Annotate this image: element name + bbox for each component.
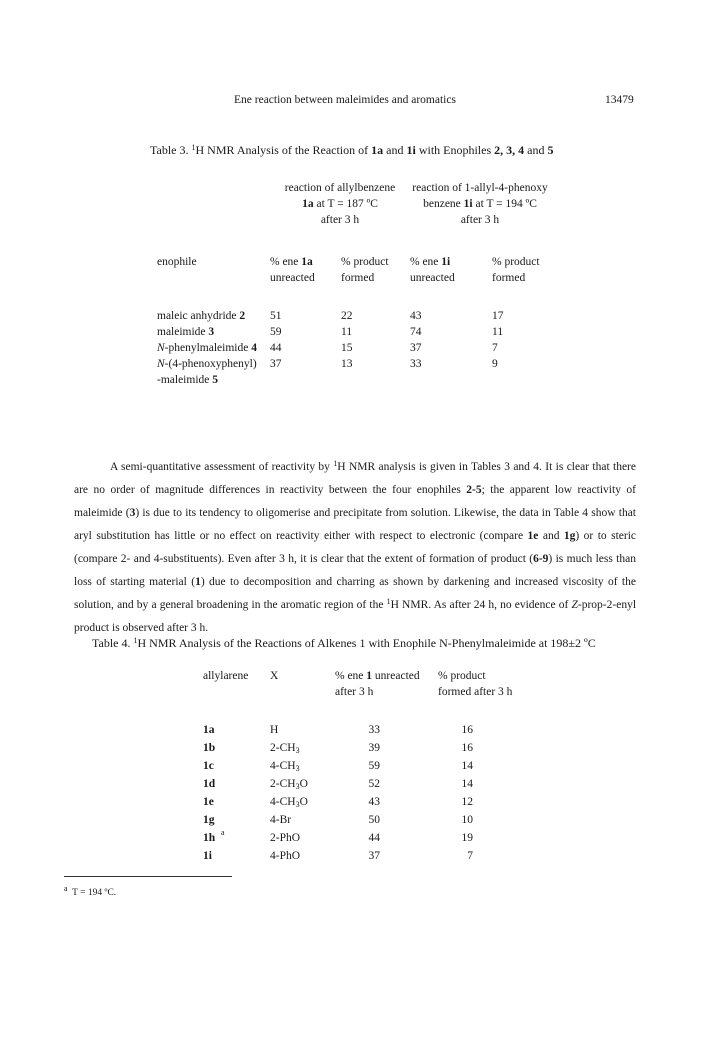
table-row: 1e $4-CH_3O$ 43 12 [203, 796, 473, 809]
table3-col-enophile: enophile [157, 256, 197, 268]
running-title: Ene reaction between maleimides and aromatics [234, 94, 456, 106]
table-row: 1a H 33 16 [203, 724, 473, 736]
table-row: 1i 4-PhO 37 7 [203, 850, 473, 862]
table3-body [157, 308, 557, 388]
table-row: 1b $2-CH_3$ 39 16 [203, 742, 473, 755]
body-paragraph: A semi-quantitative assessment of reactivity by $^1$H NMR analysis is given in Tables 3 and 4. It is clear that there are no order of magnitude differences in reactivity between the four enophiles 2-5; the apparent low reactivity of maleimide (3) is due to its tendency to oligomerise and precipitate from solution. Likewise, the data in Table 4 show that aryl substitution has little or no effect on reactivity either with respect to electronic (compare 1e and 1g) or to steric (compare 2- and 4-substituents). Even after 3 h, it is clear that the extent of formation of product (6-9) is much less than loss of starting material (1) due to decomposition and charring as shown by darkening and increased viscosity of the solution, and by a general broadening in the aromatic region of the $^1$H NMR. As after 24 h, no evidence of Z-prop-2-enyl product is observed after 3 h. [74, 459, 637, 634]
table3-title: Table 3. $^1$H NMR Analysis of the Reaction of 1a and 1i with Enophiles 2, 3, 4 and 5 [150, 143, 554, 157]
table3-group-a-header: reaction of allylbenzene 1a at T = 187 ºC after 3 h [284, 182, 396, 226]
table-row: N-(4-phenoxyphenyl) 37 13 33 9 [157, 358, 498, 370]
page-number: 13479 [605, 94, 634, 106]
table-row: 1c $4-CH_3$ 59 14 [203, 760, 473, 773]
table3-col-product-a: % product formed [341, 256, 389, 284]
table3-col-product-b: % product formed [492, 256, 540, 284]
table-row: maleimide 3 59 11 74 11 [157, 326, 504, 338]
table-row: 1h a 2-PhO 44 19 [203, 828, 473, 844]
table4-col-product: % product formed after 3 h [438, 670, 513, 698]
table3-col-ene-a: % ene 1a unreacted [270, 256, 315, 284]
table4-title: Table 4. $^1$H NMR Analysis of the Reactions of Alkenes 1 with Enophile N-Phenylmaleimide at 198±2 ºC [92, 636, 596, 650]
table-row: 1d $2-CH_3O$ 52 14 [203, 778, 473, 791]
table-row: N-phenylmaleimide 4 44 15 37 7 [157, 342, 498, 354]
table-row-continuation: -maleimide 5 [157, 374, 218, 386]
table3-col-ene-b: % ene 1i unreacted [410, 256, 455, 284]
table4-col-x: X [270, 670, 279, 682]
footnote-rule [64, 876, 232, 877]
table4-col-ene: % ene 1 unreacted after 3 h [335, 670, 420, 698]
table-row: maleic anhydride 2 51 22 43 17 [157, 310, 504, 322]
table4-col-allylarene: allylarene [203, 670, 249, 682]
table-row: 1g 4-Br 50 10 [203, 814, 473, 826]
table4-body [203, 722, 493, 866]
table3-group-b-header: reaction of 1-allyl-4-phenoxy benzene 1i at T = 194 ºC after 3 h [412, 182, 548, 226]
footnote: $^a$ T = 194 ºC. [64, 884, 117, 898]
